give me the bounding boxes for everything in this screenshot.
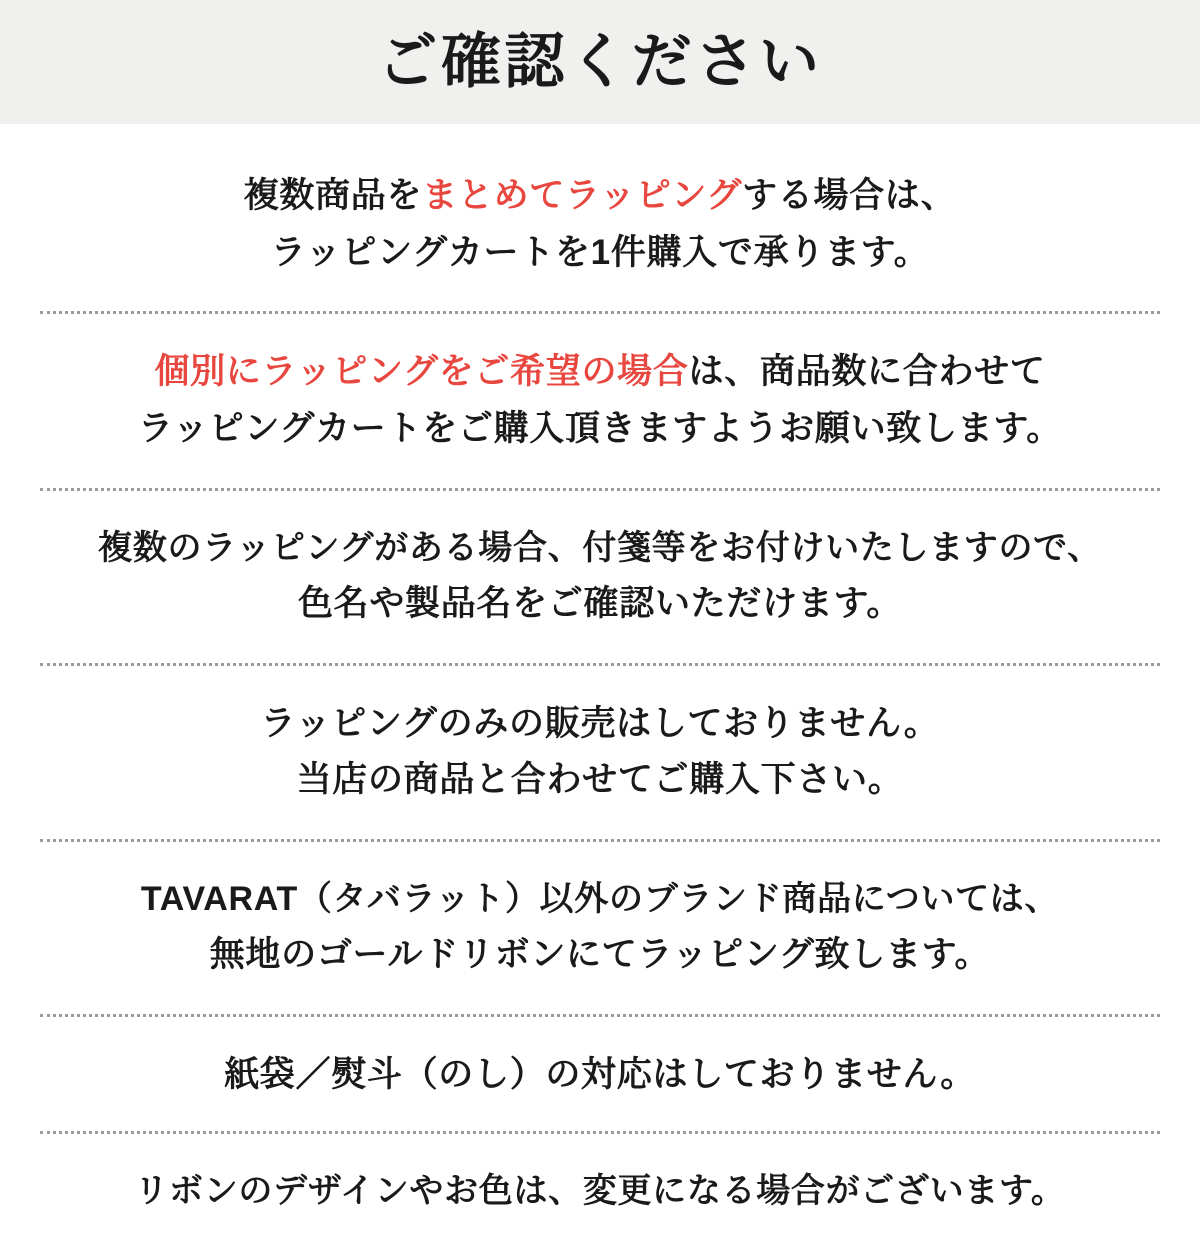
note-segment: リボンのデザインやお色は、変更になる場合がございます。 [134,1172,1066,1211]
note-line [44,168,1156,225]
notes-list [0,124,1200,1245]
note-segment-highlight: まとめてラッピング [422,176,743,215]
note-block [40,839,1160,1014]
note-line [44,401,1156,458]
page-header [0,0,1200,124]
note-line [44,344,1156,401]
note-block [40,1014,1160,1132]
note-segment: は、商品数に合わせて [688,352,1046,392]
note-block [40,488,1160,663]
note-segment: ラッピングカートをご購入頂きますようお願い致します。 [137,409,1062,449]
note-line [44,752,1156,809]
note-segment: 紙袋／熨斗（のし）の対応はしておりません。 [224,1054,976,1094]
note-segment: 複数のラッピングがある場合、付箋等をお付けいたしますので、 [98,528,1102,567]
note-line [44,1164,1156,1219]
note-line [44,521,1156,576]
note-segment: 色名や製品名をご確認いただけます。 [297,583,903,623]
note-line [44,225,1156,282]
note-block [40,1131,1160,1245]
note-segment: TAVARAT（タバラット）以外のブランド商品については、 [140,879,1060,918]
note-segment: 当店の商品と合わせてご購入下さい。 [296,760,904,800]
note-line [44,872,1156,927]
note-segment: 複数商品を [243,176,423,215]
note-segment-highlight: 個別にラッピングをご希望の場合 [154,352,689,392]
note-block [40,663,1160,839]
page-title: ご確認ください [377,28,823,95]
note-segment: ラッピングのみの販売はしておりません。 [260,703,940,743]
note-segment: する場合は、 [742,176,957,215]
note-line [44,576,1156,633]
note-segment: ラッピングカートを1件購入で承ります。 [270,232,930,272]
note-line [44,1047,1156,1104]
note-line [44,927,1156,984]
note-segment: 無地のゴールドリボンにてラッピング致します。 [209,934,991,974]
note-block [40,311,1160,487]
note-block [40,124,1160,311]
note-line [44,696,1156,753]
